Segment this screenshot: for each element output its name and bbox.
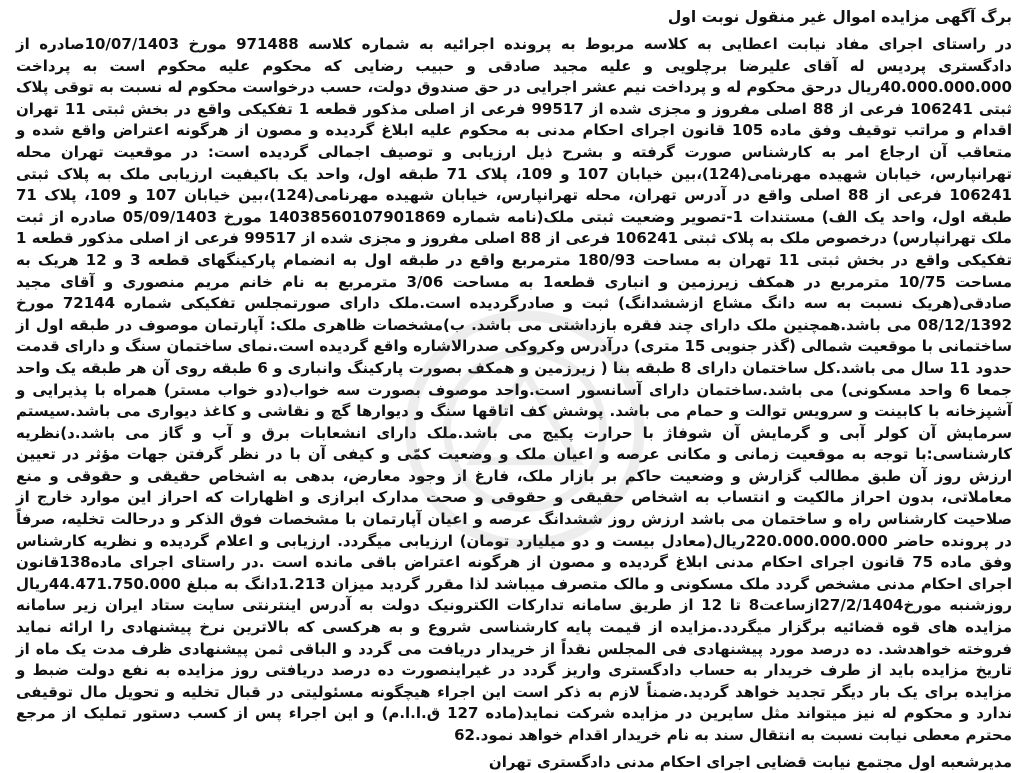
- notice-signature: مدیرشعبه اول مجتمع نیابت قضایی اجرای احکام مدنی دادگستری تهران: [488, 752, 1012, 771]
- notice-title: برگ آگهی مزایده اموال غیر منقول نوبت اول: [667, 8, 1012, 26]
- notice-body: در راستای اجرای مفاد نیابت اعطایی به کلاسه مربوط به پرونده اجرائیه به شماره کلاسه 971488 مورخ 10/07/1403صادره از دادگستری پردیس له آقای علیرضا برچلویی و علیه مجید صادقی و حبیب رضایی که محکوم علیه محکوم است به پرداخت 40.000.000.000ریال درحق محکوم له و پرداخت نیم عشر اجرایی در حق صندوق دولت، حسب درخواست محکوم له نسبت به توقی پلاک ثبتی 106241 فرعی از 88 اصلی مفروز و مجزی شده از 99517 فرعی از اصلی مذکور قطعه 1 تفکیکی واقع در بخش ثبتی 11 تهران اقدام و مراتب توقیف وفق ماده 105 قانون اجرای احکام مدنی به محکوم علیه ابلاغ گردیده و مصون از هرگونه اعتراض واقع شده و متعاقب آن ارجاع امر به کارشناس صورت گرفته و بشرح ذیل ارزیابی و توصیف اجمالی گردیده است: در موقعیت تهران محله تهرانپارس، خیابان شهیده مهرنامی(124)،بین خیابان 107 و 109، پلاک 71 طبقه اول، واحد یک باکیفیت ارزیابی ملک به پلاک ثبتی 106241 فرعی از 88 اصلی واقع در آدرس تهران، محله تهرانپارس، خیابان شهیده مهرنامی(124)،بین خیابان 107 و 109، پلاک 71 طبقه اول، واحد یک الف) مستندات 1-تصویر وضعیت ثبتی ملک(نامه شماره 14038560107901869 مورخ 05/09/1403 صادره از ثبت ملک تهرانپارس) درخصوص ملک به پلاک ثبتی 106241 فرعی از 88 اصلی مفروز و مجزی شده از 99517 فرعی از اصلی مذکور قطعه 1 تفکیکی واقع در بخش ثبتی 11 تهران به مساحت 180/93 مترمربع واقع در طبقه اول به انضمام پارکینگهای قطعه 3 و 12 هریک به مساحت 10/75 مترمربع در همکف زیرزمین و انباری قطعه1 به مساحت 3/06 مترمربع به نام خانم مریم منصوری و آقای مجید صادقی(هریک نسبت به سه دانگ مشاع ازششدانگ) ثبت و صادرگردیده است.ملک دارای صورتمجلس تفکیکی شماره 72144 مورخ 08/12/1392 می باشد.همچنین ملک دارای چند فقره بازداشتی می باشد. ب)مشخصات ظاهری ملک: آپارتمان موصوف در طبقه اول از ساختمانی با موقعیت شمالی (گذر جنوبی 15 متری) درآدرس وکروکی صدرالاشاره واقع گردیده است.نمای ساختمان سنگ و دارای قدمت حدود 11 سال می باشد.کل ساختمان دارای 8 طبقه بنا ( زیرزمین و همکف بصورت پارکینگ وانباری و 6 طبقه روی آن هر طبقه یک واحد جمعا 6 واحد مسکونی) می باشد.ساختمان دارای آسانسور است.واحد موصوف بصورت سه خواب(دو خواب مستر) همراه با پذیرایی و آشپزخانه با کابینت و سرویس توالت و حمام می باشد. پوشش کف اتاقها سنگ و دیوارها گچ و نقاشی و کاغذ دیواری می باشد.سیستم سرمایش آن کولر آبی و گرمایش آن شوفاژ با حرارت پکیج می باشد.ملک دارای انشعابات برق و آب و گاز می باشد.د)نظریه کارشناسی:با توجه به موقعیت زمانی و مکانی عرصه و اعیان ملک و وضعیت کمّی و کیفی آن با در نظر گرفتن جهات مؤثر در تعیین ارزش روز آن طبق مطالب گزارش و وضعیت حاکم بر بازار ملک، فارغ از وجود معارض، بدهی به اشخاص حقیقی و حقوقی و منع معاملاتی، بدون احراز مالکیت و انتساب به اشخاص حقیقی و حقوقی و صحت مدارک ابرازی و اظهارات که احراز این موارد خارج از صلاحیت کارشناس راه و ساختمان می باشد ارزش روز ششدانگ عرصه و اعیان آپارتمان با مشخصات فوق الذکر و درحالت تخلیه، صرفاً در پرونده حاضر 220.000.000.000ریال(معادل بیست و دو میلیارد تومان) ارزیابی میگردد. ارزیابی و اعلام گردیده و نظریه کارشناس وفق ماده 75 قانون اجرای احکام مدنی ابلاغ گردیده و مصون از هرگونه اعتراض باقی مانده است .در راستای اجرای ماده138قانون اجرای احکام مدنی مشخص گردد ملک مسکونی و مالک متصرف میباشد لذا مقرر گردید میزان 1.213دانگ به مبلغ 44.471.750.000ریال روزشنبه مورخ27/2/1404ازساعت8 تا 12 از طریق سامانه تدارکات الکترونیک دولت به آدرس اینترنتی سایت ستاد ایران زیر سامانه مزایده های قوه قضائیه برگزار میگردد.مزایده از قیمت پایه کارشناسی شروع و به هرکسی که بالاترین نرخ پیشنهادی را ارائه نماید فروخته خواهدشد. ده درصد مورد پیشنهادی فی المجلس نقداً از خریدار دریافت می گردد و الباقی ثمن پیشنهادی ظرف مدت یک ماه از تاریخ مزایده باید از طرف خریدار به حساب دادگستری واریز گردد در غیراینصورت ده درصد دریافتی روز مزایده به نفع دولت ضبط و مزایده برای یک بار دیگر تجدید خواهد گردید.ضمناً لازم به ذکر است این اجراء هیچگونه مسئولیتی در قبال تخلیه و تحویل مال توقیفی ندارد و محکوم له نیز میتواند مثل سایرین در مزایده شرکت نماید(ماده 127 ق.ا.ا.م) و این اجراء پس از کسب دستور تملیک از مرجع محترم معطی نیابت نسبت به انتقال سند به نام خریدار اقدام خواهد نمود.62: [16, 35, 1013, 744]
